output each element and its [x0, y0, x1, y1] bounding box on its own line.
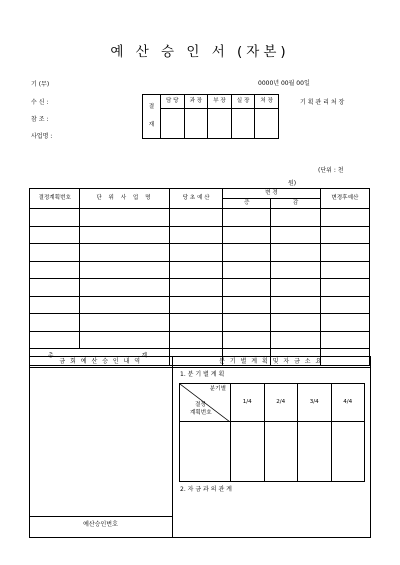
- table-cell[interactable]: [271, 279, 320, 297]
- col-decrease: 감: [271, 199, 320, 209]
- diag-quarter-label: 분기별: [209, 386, 226, 392]
- approval-table: [142, 94, 279, 139]
- table-cell[interactable]: [331, 422, 365, 482]
- table-cell[interactable]: [170, 331, 223, 349]
- table-cell[interactable]: [271, 296, 320, 314]
- table-cell[interactable]: [30, 331, 80, 349]
- approval-col-office-head: 실 장: [231, 95, 255, 109]
- quarterly-plan-header: 분 기 별 계 획 및 자 금 소 요: [219, 358, 323, 365]
- col-project-name: 단 위 사 업 명: [80, 189, 170, 209]
- approval-col-section-chief: 과 장: [184, 95, 208, 109]
- table-cell[interactable]: [320, 261, 369, 279]
- table-cell[interactable]: [271, 314, 320, 332]
- table-cell[interactable]: [80, 296, 170, 314]
- table-cell[interactable]: [170, 244, 223, 262]
- table-cell[interactable]: [320, 226, 369, 244]
- table-cell[interactable]: [80, 244, 170, 262]
- table-cell[interactable]: [271, 226, 320, 244]
- approval-sign-cell[interactable]: [161, 109, 185, 139]
- reference-label: 참 조 :: [31, 116, 49, 123]
- table-cell[interactable]: [170, 226, 223, 244]
- table-cell[interactable]: [320, 331, 369, 349]
- approval-detail-header: 금 회 예 산 승 인 내 역: [59, 358, 142, 365]
- table-cell[interactable]: [223, 314, 271, 332]
- table-cell[interactable]: [223, 209, 271, 227]
- lower-header-divider: [29, 367, 370, 368]
- table-cell[interactable]: [320, 279, 369, 297]
- table-cell[interactable]: [30, 296, 80, 314]
- table-cell[interactable]: [30, 209, 80, 227]
- table-cell[interactable]: [80, 261, 170, 279]
- business-name-label: 사업명 :: [31, 133, 53, 140]
- col-increase: 증: [223, 199, 271, 209]
- table-row: [30, 331, 370, 349]
- unit-note-cont: 원): [288, 180, 297, 187]
- table-cell[interactable]: [170, 209, 223, 227]
- footer-divider: [29, 516, 172, 517]
- approval-col-dept-head: 부 장: [208, 95, 232, 109]
- recipient-label: 수 신 :: [31, 99, 49, 106]
- table-cell[interactable]: [223, 331, 271, 349]
- table-cell[interactable]: [170, 314, 223, 332]
- table-cell[interactable]: [223, 296, 271, 314]
- unit-note: (단위 : 천: [318, 167, 344, 174]
- table-cell[interactable]: [320, 209, 369, 227]
- table-cell[interactable]: [320, 244, 369, 262]
- table-cell[interactable]: [223, 261, 271, 279]
- table-cell[interactable]: [264, 422, 298, 482]
- table-cell[interactable]: [231, 422, 265, 482]
- table-cell[interactable]: [80, 331, 170, 349]
- approval-sign-cell[interactable]: [184, 109, 208, 139]
- table-cell[interactable]: [320, 296, 369, 314]
- table-cell[interactable]: [80, 279, 170, 297]
- table-cell[interactable]: [30, 261, 80, 279]
- table-cell[interactable]: [80, 314, 170, 332]
- table-row: [30, 226, 370, 244]
- lower-vertical-divider: [172, 356, 173, 537]
- approval-col-staff: 담 당: [161, 95, 185, 109]
- section-quarterly-plan: 1. 분 기 별 계 획: [180, 371, 225, 378]
- approval-sign-cell[interactable]: [255, 109, 279, 139]
- col-original-budget: 당 초 예 산: [170, 189, 223, 209]
- quarterly-table: [179, 383, 365, 482]
- approval-side-label: 결 재: [143, 95, 161, 139]
- table-cell[interactable]: [320, 314, 369, 332]
- table-cell[interactable]: [30, 279, 80, 297]
- section-fund-relation: 2. 자 금 과 의 관 계: [180, 486, 232, 493]
- table-cell[interactable]: [80, 209, 170, 227]
- table-cell[interactable]: [170, 279, 223, 297]
- doc-number-label: 기 (무): [31, 81, 50, 88]
- table-cell[interactable]: [170, 261, 223, 279]
- table-cell[interactable]: [80, 226, 170, 244]
- quarter-q1: 1/4: [231, 384, 265, 422]
- quarter-q3: 3/4: [298, 384, 332, 422]
- page-title: 예 산 승 인 서 (자본): [110, 44, 290, 60]
- table-row: [30, 279, 370, 297]
- table-cell[interactable]: [271, 209, 320, 227]
- approval-right-label: 기 획 관 리 처 장: [300, 99, 345, 106]
- table-cell[interactable]: [223, 244, 271, 262]
- table-cell[interactable]: [271, 244, 320, 262]
- approval-col-director: 처 장: [255, 95, 279, 109]
- table-cell[interactable]: [30, 314, 80, 332]
- budget-approval-number-label: 예산승인번호: [83, 521, 118, 528]
- table-cell[interactable]: [170, 296, 223, 314]
- table-row: [30, 261, 370, 279]
- table-row: [30, 296, 370, 314]
- table-row: [30, 209, 370, 227]
- quarter-q2: 2/4: [264, 384, 298, 422]
- table-cell[interactable]: [223, 279, 271, 297]
- diag-code-label-2: 계획번호: [190, 410, 212, 416]
- table-cell[interactable]: [223, 226, 271, 244]
- table-cell[interactable]: [180, 422, 231, 482]
- diagonal-header-cell: [180, 384, 231, 422]
- table-row: [30, 244, 370, 262]
- quarter-q4: 4/4: [331, 384, 365, 422]
- main-budget-table: [29, 188, 370, 366]
- col-change: 변 경: [223, 189, 321, 199]
- table-cell[interactable]: [30, 226, 80, 244]
- diag-code-label: 결정: [195, 402, 206, 408]
- table-cell[interactable]: [271, 331, 320, 349]
- col-plan-code: 결정계획번호: [30, 189, 80, 209]
- table-row: [30, 314, 370, 332]
- document-date: 0000년 00월 00일: [258, 80, 310, 87]
- approval-sign-cell[interactable]: [231, 109, 255, 139]
- table-cell[interactable]: [298, 422, 332, 482]
- approval-sign-cell[interactable]: [208, 109, 232, 139]
- table-cell[interactable]: [30, 244, 80, 262]
- total-label: 총 계: [30, 349, 170, 366]
- table-cell[interactable]: [271, 261, 320, 279]
- col-after-change: 변경후예산: [320, 189, 369, 209]
